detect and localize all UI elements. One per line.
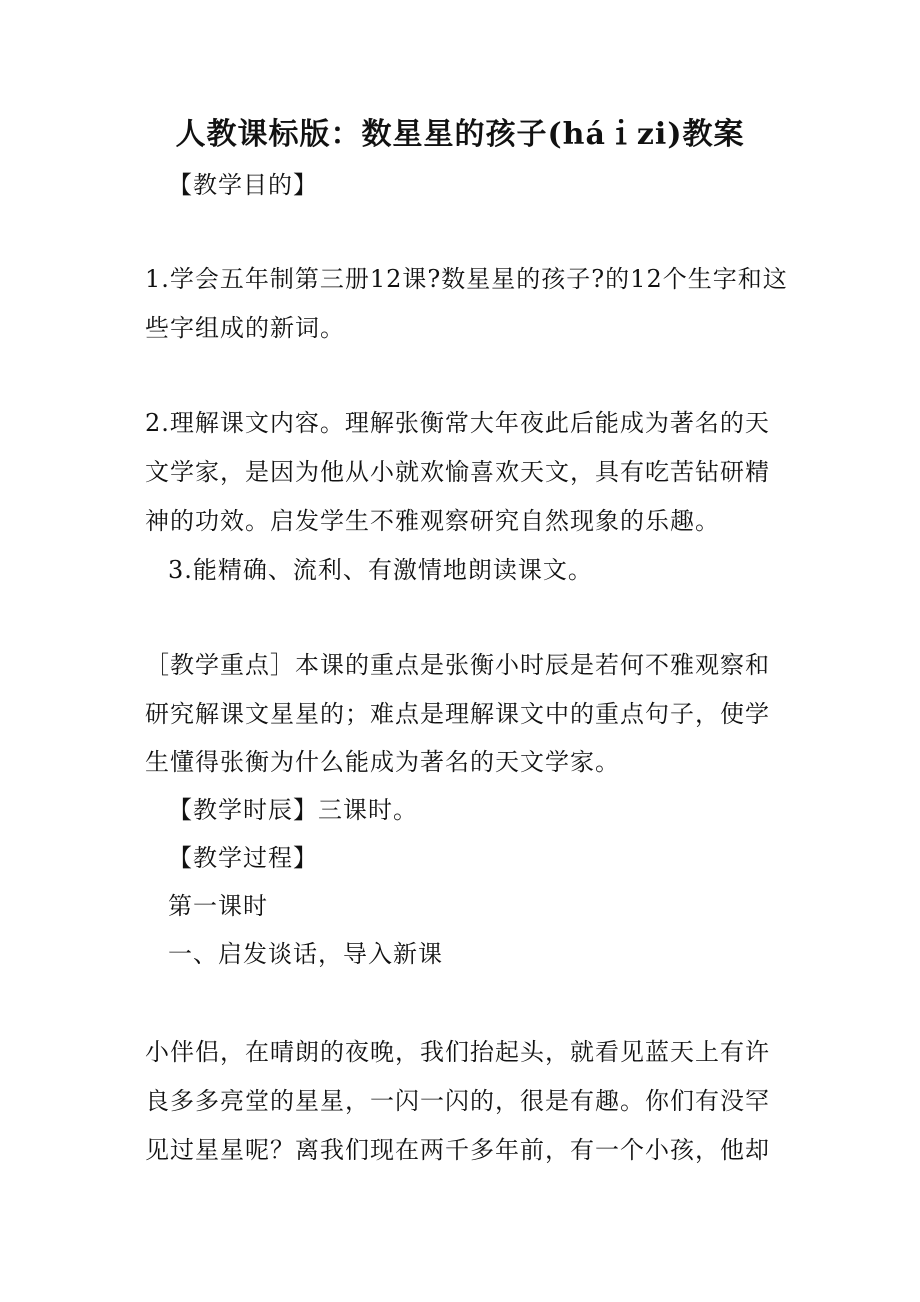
paragraph-line: 生懂得张衡为什么能成为著名的天文学家。 (145, 748, 620, 776)
document-title: 人教课标版：数星星的孩子(háｉzi)教案 (175, 117, 745, 152)
paragraph-line: 3.能精确、流利、有激情地朗读课文。 (168, 556, 593, 584)
paragraph-line: 研究解课文星星的；难点是理解课文中的重点句子，使学 (145, 700, 770, 728)
paragraph-line: 良多多亮堂的星星，一闪一闪的，很是有趣。你们有没罕 (145, 1087, 770, 1115)
section-heading-time: 【教学时辰】三课时。 (168, 796, 418, 824)
paragraph-line: 2.理解课文内容。理解张衡常大年夜此后能成为著名的天 (145, 409, 770, 437)
lesson-heading: 第一课时 (168, 892, 268, 920)
paragraph-line: 1.学会五年制第三册12课?数星星的孩子?的12个生字和这 (145, 265, 788, 293)
paragraph-line: 见过星星呢？离我们现在两千多年前，有一个小孩，他却 (145, 1136, 770, 1164)
paragraph-line: ［教学重点］本课的重点是张衡小时辰是若何不雅观察和 (145, 651, 770, 679)
paragraph-line: 神的功效。启发学生不雅观察研究自然现象的乐趣。 (145, 507, 720, 535)
paragraph-line: 文学家，是因为他从小就欢愉喜欢天文，具有吃苦钻研精 (145, 458, 770, 486)
step-heading: 一、启发谈话，导入新课 (168, 940, 443, 968)
paragraph-line: 小伴侣，在晴朗的夜晚，我们抬起头，就看见蓝天上有许 (145, 1038, 770, 1066)
paragraph-line: 些字组成的新词。 (145, 314, 345, 342)
section-heading-process: 【教学过程】 (168, 844, 318, 872)
section-heading-objectives: 【教学目的】 (168, 171, 318, 199)
